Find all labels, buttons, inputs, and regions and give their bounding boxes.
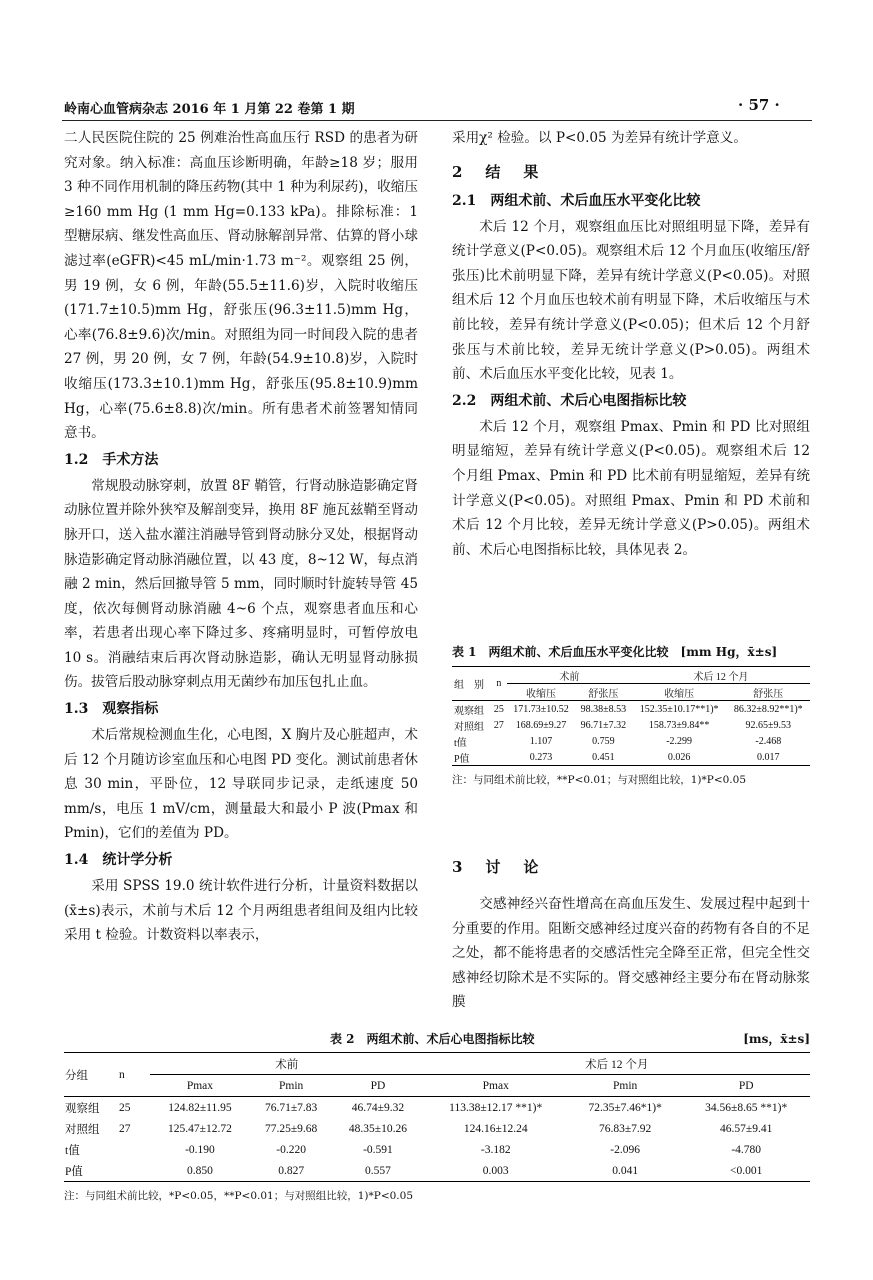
table-cell bbox=[118, 1160, 150, 1182]
table-cell bbox=[491, 733, 507, 749]
table-cell: 92.65±9.53 bbox=[745, 719, 792, 731]
table-1 bbox=[452, 666, 810, 766]
table-cell bbox=[491, 749, 507, 766]
table-row bbox=[64, 1139, 810, 1160]
table-2-sub: Pmin bbox=[278, 1079, 304, 1092]
table-cell: 46.57±9.41 bbox=[720, 1122, 773, 1135]
table-2-sub: PD bbox=[370, 1079, 386, 1092]
table-2-unit: [ms，x̄±s] bbox=[743, 1032, 810, 1046]
paragraph-discussion: 交感神经兴奋性增高在高血压发生、发展过程中起到十分重要的作用。阻断交感神经过度兴奋的药物有各自的不足之处，都不能将患者的交感活性完全降至正常，但完全性交感神经切除术是不实际的。肾交感神经主要分布在肾动脉浆膜 bbox=[452, 896, 810, 1011]
table-cell: 77.25±9.68 bbox=[264, 1122, 318, 1135]
table-row bbox=[452, 701, 810, 718]
table-cell: 124.16±12.24 bbox=[463, 1122, 528, 1135]
table-cell: -0.190 bbox=[185, 1143, 215, 1156]
table-cell: 46.74±9.32 bbox=[351, 1101, 405, 1114]
table-1-head-group: 组 别 bbox=[452, 667, 491, 701]
paragraph-surgery-method: 常规股动脉穿刺，放置 8F 鞘管，行肾动脉造影确定肾动脉位置并除外狭窄及解剖变异，换用 8F 施瓦兹鞘至肾动脉开口，送入盐水灌注消融导管到肾动脉分叉处，根据肾动脉造影确定肾动脉消融位置，以 43 度，8~12 W，每点消融 2 min，然后回撤导管 5 mm，同时顺时针旋转导管 45 度，依次每侧肾动脉消融 4~6 个点，观察患者血压和心率，若患者出现心率下降过多、疼痛明显时，可暂停放电 10 s。消融结束后再次肾动脉造影，确认无明显肾动脉损伤。拔管后股动脉穿刺点用无菌纱布加压包扎止血。 bbox=[64, 477, 418, 691]
table-2-sub: Pmax bbox=[482, 1079, 509, 1092]
table-cell: 124.82±11.95 bbox=[168, 1101, 232, 1114]
table-1-sub: 收缩压 bbox=[526, 688, 556, 700]
paragraph-observation: 术后常规检测血生化，心电图，X 胸片及心脏超声，术后 12 个月随访诊室血压和心电图 PD 变化。测试前患者休息 30 min，平卧位，12 导联同步记录，走纸速度 50 mm/s，电压 1 mV/cm，测量最大和最小 P 波(Pmax 和 Pmin)，它们的差值为 PD。 bbox=[64, 727, 418, 842]
heading-1-3: 1.3 观察指标 bbox=[64, 701, 159, 718]
table-cell: -0.220 bbox=[276, 1143, 306, 1156]
right-column-discussion bbox=[452, 852, 810, 1015]
paragraph-inclusion-criteria: 二人民医院住院的 25 例难治性高血压行 RSD 的患者为研究对象。纳入标准：高血压诊断明确，年龄≥18 岁；服用 3 种不同作用机制的降压药物(其中 1 种为利尿药)，收缩压≥160 mm Hg (1 mm Hg=0.133 kPa)。排除标准：1 型糖尿病、继发性高血压、肾动脉解剖异常、估算的肾小球滤过率(eGFR)<45 mL/min·1.73 m⁻²。观察组 25 例，男 19 例，女 6 例，年龄(55.5±11.6)岁，入院时收缩压(171.7±10.5)mm Hg，舒张压(96.3±11.5)mm Hg，心率(76.8±9.6)次/min。对照组为同一时间段入院的患者 27 例，男 20 例，女 7 例，年龄(54.9±10.8)岁，入院时收缩压(173.3±10.1)mm Hg，舒张压(95.8±10.9)mm Hg，心率(75.6±8.8)次/min。所有患者术前签署知情同意书。 bbox=[64, 130, 418, 442]
heading-1-2: 1.2 手术方法 bbox=[64, 451, 159, 468]
journal-header: 岭南心血管病杂志 2016 年 1 月第 22 卷第 1 期 bbox=[64, 102, 355, 117]
table-2-note: 注：与同组术前比较，*P<0.05，**P<0.01；与对照组比较，1)*P<0.05 bbox=[64, 1190, 414, 1202]
table-cell: 152.35±10.17**1)* bbox=[639, 703, 719, 715]
table-cell: 0.273 bbox=[529, 751, 553, 763]
table-cell: 25 bbox=[119, 1101, 131, 1114]
table-cell: 0.026 bbox=[667, 751, 691, 763]
table-cell: 观察组 bbox=[65, 1102, 100, 1115]
table-cell: 113.38±12.17 **1)* bbox=[449, 1101, 543, 1114]
table-2 bbox=[64, 1052, 810, 1182]
table-cell: 48.35±10.26 bbox=[348, 1122, 407, 1135]
paragraph-statistics: 采用 SPSS 19.0 统计软件进行分析，计量资料数据以(x̄±s)表示，术前与术后 12 个月两组患者组间及组内比较采用 t 检验。计数资料以率表示， bbox=[64, 878, 418, 944]
paragraph-bp-results: 术后 12 个月，观察组血压比对照组明显下降，差异有统计学意义(P<0.05)。观察组术后 12 个月血压(收缩压/舒张压)比术前明显下降，差异有统计学意义(P<0.05)。对照组术后 12 个月血压也较术前有明显下降，术后收缩压与术前比较，差异有统计学意义(P<0.05)；但术后 12 个月舒张压与术前比较，差异无统计学意义(P>0.05)。两组术前、术后血压水平变化比较，见表 1。 bbox=[452, 218, 810, 383]
table-cell: 观察组 bbox=[454, 705, 484, 717]
table-1-head-pre: 术前 bbox=[507, 667, 632, 684]
table-cell: 对照组 bbox=[65, 1123, 100, 1136]
table-cell: 168.69±9.27 bbox=[515, 719, 567, 731]
table-cell: P值 bbox=[454, 753, 470, 765]
table-row bbox=[452, 749, 810, 766]
paragraph-ecg-results: 术后 12 个月，观察组 Pmax、Pmin 和 PD 比对照组明显缩短，差异有统计学意义(P<0.05)。观察组术后 12 个月组 Pmax、Pmin 和 PD 比术前有明显缩短，差异有统计学意义(P<0.05)。对照组 Pmax、Pmin 和 PD 术前和术后 12 个月比较，差异无统计学意义(P>0.05)。两组术前、术后心电图指标比较，具体见表 2。 bbox=[452, 418, 810, 558]
table-2-sub: Pmin bbox=[612, 1079, 638, 1092]
table-cell: 27 bbox=[119, 1122, 131, 1135]
table-2-caption: 表 2 两组术前、术后心电图指标比较 bbox=[330, 1032, 535, 1046]
table-2-block bbox=[64, 1030, 810, 1203]
table-1-head-n: n bbox=[491, 667, 507, 701]
table-1-sub: 舒张压 bbox=[753, 688, 784, 700]
table-cell: 对照组 bbox=[454, 721, 484, 733]
table-row bbox=[452, 733, 810, 749]
table-2-head-pre: 术前 bbox=[150, 1053, 424, 1075]
table-2-head-n: n bbox=[118, 1053, 150, 1097]
table-cell: t值 bbox=[65, 1144, 80, 1157]
table-cell: -2.096 bbox=[610, 1143, 640, 1156]
table-cell: 0.557 bbox=[365, 1164, 391, 1177]
table-cell: 34.56±8.65 **1)* bbox=[705, 1101, 788, 1114]
heading-results: 2 结 果 bbox=[452, 162, 543, 181]
heading-discussion: 3 讨 论 bbox=[452, 858, 543, 876]
heading-2-1: 2.1 两组术前、术后血压水平变化比较 bbox=[452, 192, 701, 209]
table-cell bbox=[118, 1139, 150, 1160]
table-cell: -4.780 bbox=[731, 1143, 762, 1156]
table-cell: t值 bbox=[454, 737, 467, 749]
table-cell: <0.001 bbox=[730, 1164, 763, 1177]
table-cell: 171.73±10.52 bbox=[513, 703, 569, 715]
table-cell: -2.299 bbox=[666, 735, 693, 747]
table-cell: 76.71±7.83 bbox=[264, 1101, 318, 1114]
table-cell: 0.759 bbox=[592, 735, 615, 747]
table-cell: 25 bbox=[493, 703, 504, 715]
table-cell: 158.73±9.84** bbox=[648, 719, 710, 731]
table-2-head-post: 术后 12 个月 bbox=[424, 1053, 810, 1075]
heading-1-4: 1.4 统计学分析 bbox=[64, 852, 173, 869]
table-cell: 72.35±7.46*1)* bbox=[588, 1101, 662, 1114]
table-1-block bbox=[452, 643, 810, 787]
table-cell: -3.182 bbox=[480, 1143, 511, 1156]
table-1-sub: 收缩压 bbox=[664, 688, 695, 700]
table-row bbox=[64, 1097, 810, 1119]
table-row bbox=[64, 1160, 810, 1182]
table-cell: 1.107 bbox=[529, 735, 553, 747]
table-cell: P值 bbox=[65, 1165, 83, 1178]
table-cell: -2.468 bbox=[755, 735, 782, 747]
table-cell: 125.47±12.72 bbox=[168, 1122, 232, 1135]
table-2-sub: Pmax bbox=[186, 1079, 214, 1092]
table-1-head-post: 术后 12 个月 bbox=[632, 667, 810, 684]
table-cell: 0.451 bbox=[592, 751, 615, 763]
table-cell: 96.71±7.32 bbox=[580, 719, 627, 731]
table-row bbox=[452, 717, 810, 733]
table-row bbox=[64, 1118, 810, 1139]
table-cell: 0.017 bbox=[757, 751, 780, 763]
header-rule bbox=[62, 120, 812, 121]
right-column bbox=[452, 126, 810, 562]
page-number: · 57 · bbox=[738, 96, 780, 114]
table-1-caption: 表 1 两组术前、术后血压水平变化比较 [mm Hg，x̄±s] bbox=[452, 645, 778, 659]
heading-2-2: 2.2 两组术前、术后心电图指标比较 bbox=[452, 392, 687, 409]
table-cell: 0.003 bbox=[482, 1164, 509, 1177]
table-cell: 0.850 bbox=[187, 1164, 213, 1177]
table-cell: 86.32±8.92**1)* bbox=[733, 703, 803, 715]
table-cell: 98.38±8.53 bbox=[580, 703, 627, 715]
table-cell: -0.591 bbox=[363, 1143, 393, 1156]
table-cell: 0.041 bbox=[612, 1164, 639, 1177]
table-cell: 27 bbox=[493, 719, 504, 731]
table-1-note: 注：与同组术前比较，**P<0.01；与对照组比较，1)*P<0.05 bbox=[452, 774, 747, 786]
paragraph-chi-square: 采用χ² 检验。以 P<0.05 为差异有统计学意义。 bbox=[452, 130, 747, 146]
table-cell: 0.827 bbox=[278, 1164, 305, 1177]
table-2-sub: PD bbox=[738, 1079, 754, 1092]
table-2-head-group: 分组 bbox=[64, 1053, 118, 1097]
table-1-sub: 舒张压 bbox=[588, 688, 619, 700]
left-column bbox=[64, 126, 418, 948]
table-cell: 76.83±7.92 bbox=[598, 1122, 652, 1135]
